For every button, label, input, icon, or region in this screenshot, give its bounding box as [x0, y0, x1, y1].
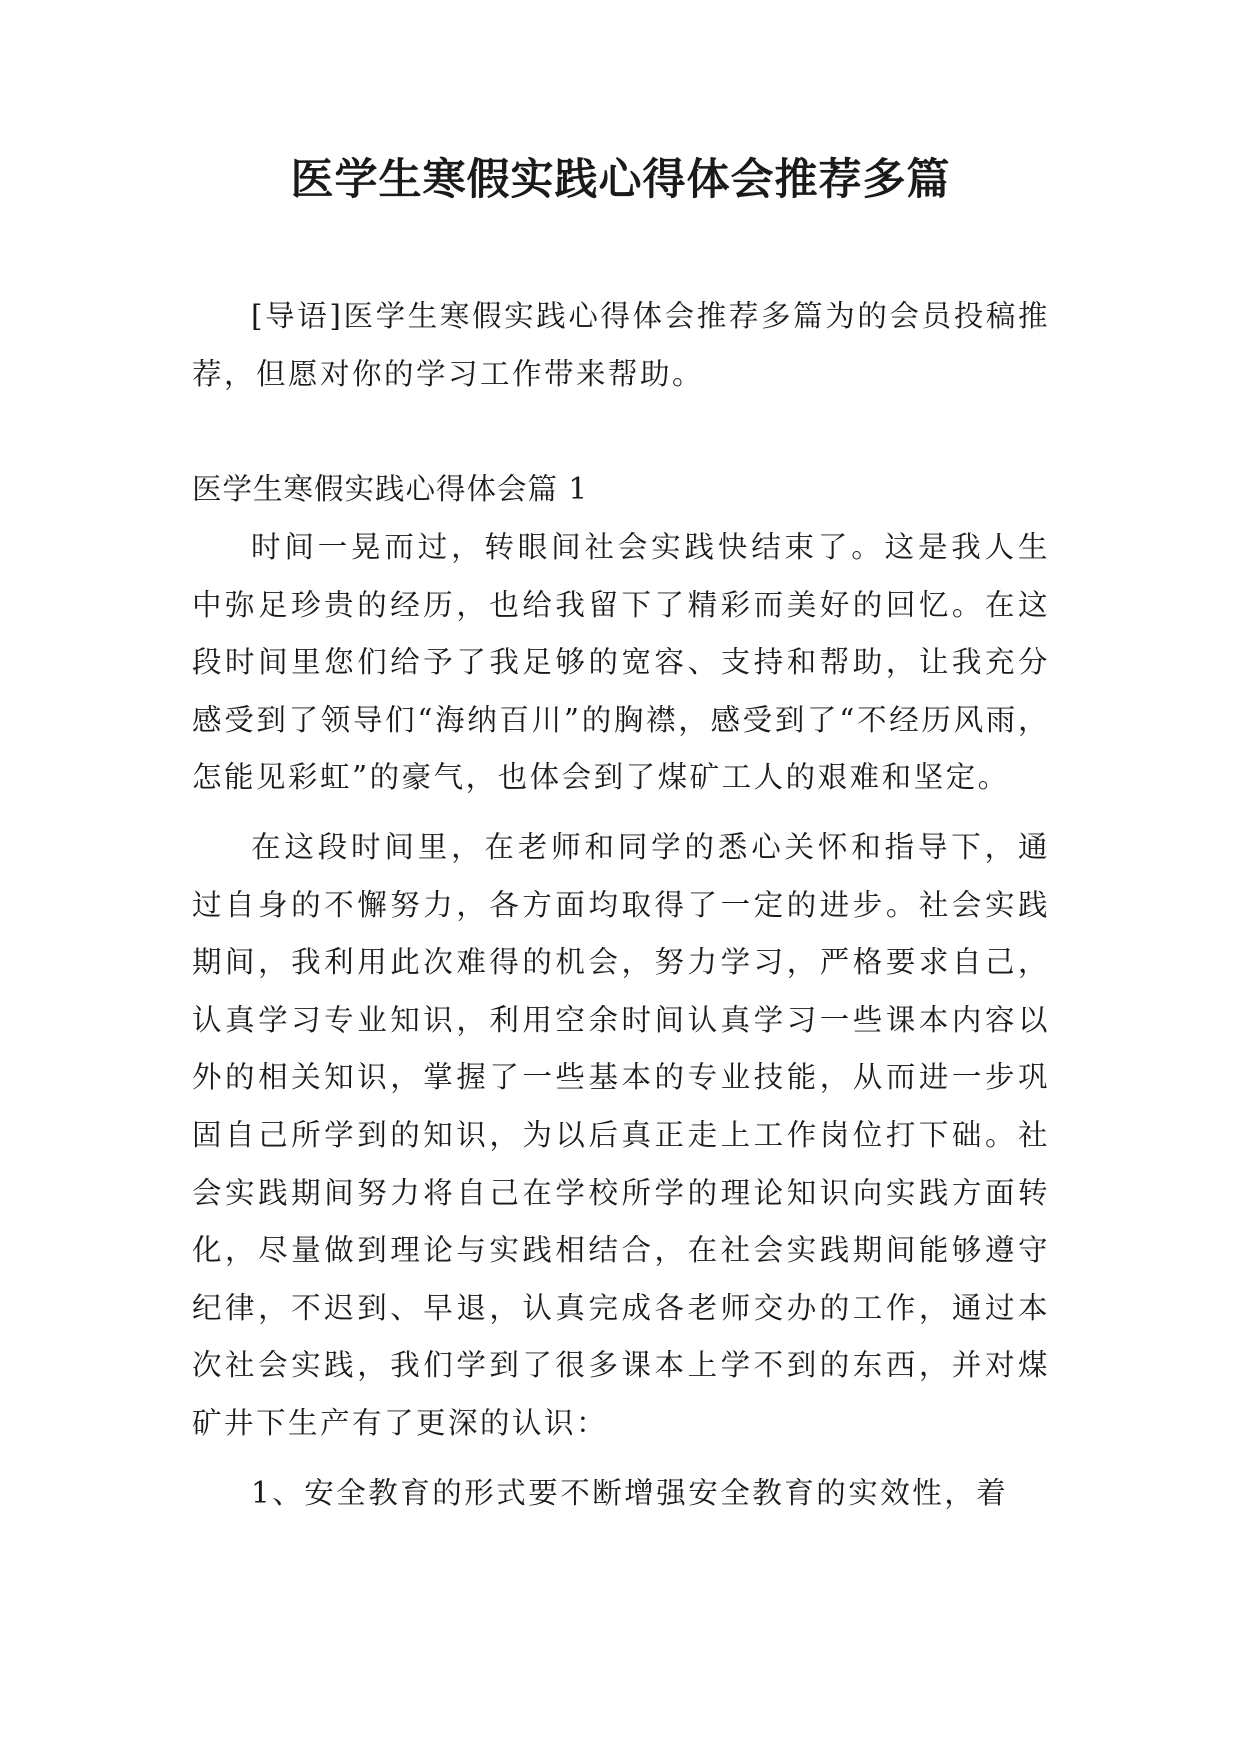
document-title: 医学生寒假实践心得体会推荐多篇	[290, 155, 951, 205]
section-body	[192, 519, 1050, 1522]
body-paragraph: 1、安全教育的形式要不断增强安全教育的实效性，着	[251, 1475, 1009, 1510]
intro-paragraph: [导语]医学生寒假实践心得体会推荐多篇为的会员投稿推荐，但愿对你的学习工作带来帮助。	[192, 299, 1050, 391]
intro-block	[192, 288, 1050, 403]
body-paragraph: 在这段时间里，在老师和同学的悉心关怀和指导下，通过自身的不懈努力，各方面均取得了一定的进步。社会实践期间，我利用此次难得的机会，努力学习，严格要求自己，认真学习专业知识，利用空余时间认真学习一些课本内容以外的相关知识，掌握了一些基本的专业技能，从而进一步巩固自己所学到的知识，为以后真正走上工作岗位打下础。社会实践期间努力将自己在学校所学的理论知识向实践方面转化，尽量做到理论与实践相结合，在社会实践期间能够遵守纪律，不迟到、早退，认真完成各老师交办的工作，通过本次社会实践，我们学到了很多课本上学不到的东西，并对煤矿井下生产有了更深的认识：	[192, 829, 1050, 1440]
section-heading: 医学生寒假实践心得体会篇 1	[192, 472, 589, 506]
body-paragraph: 时间一晃而过，转眼间社会实践快结束了。这是我人生中弥足珍贵的经历，也给我留下了精彩而美好的回忆。在这段时间里您们给予了我足够的宽容、支持和帮助，让我充分感受到了领导们“海纳百川”的胸襟，感受到了“不经历风雨，怎能见彩虹”的豪气，也体会到了煤矿工人的艰难和坚定。	[192, 530, 1050, 795]
